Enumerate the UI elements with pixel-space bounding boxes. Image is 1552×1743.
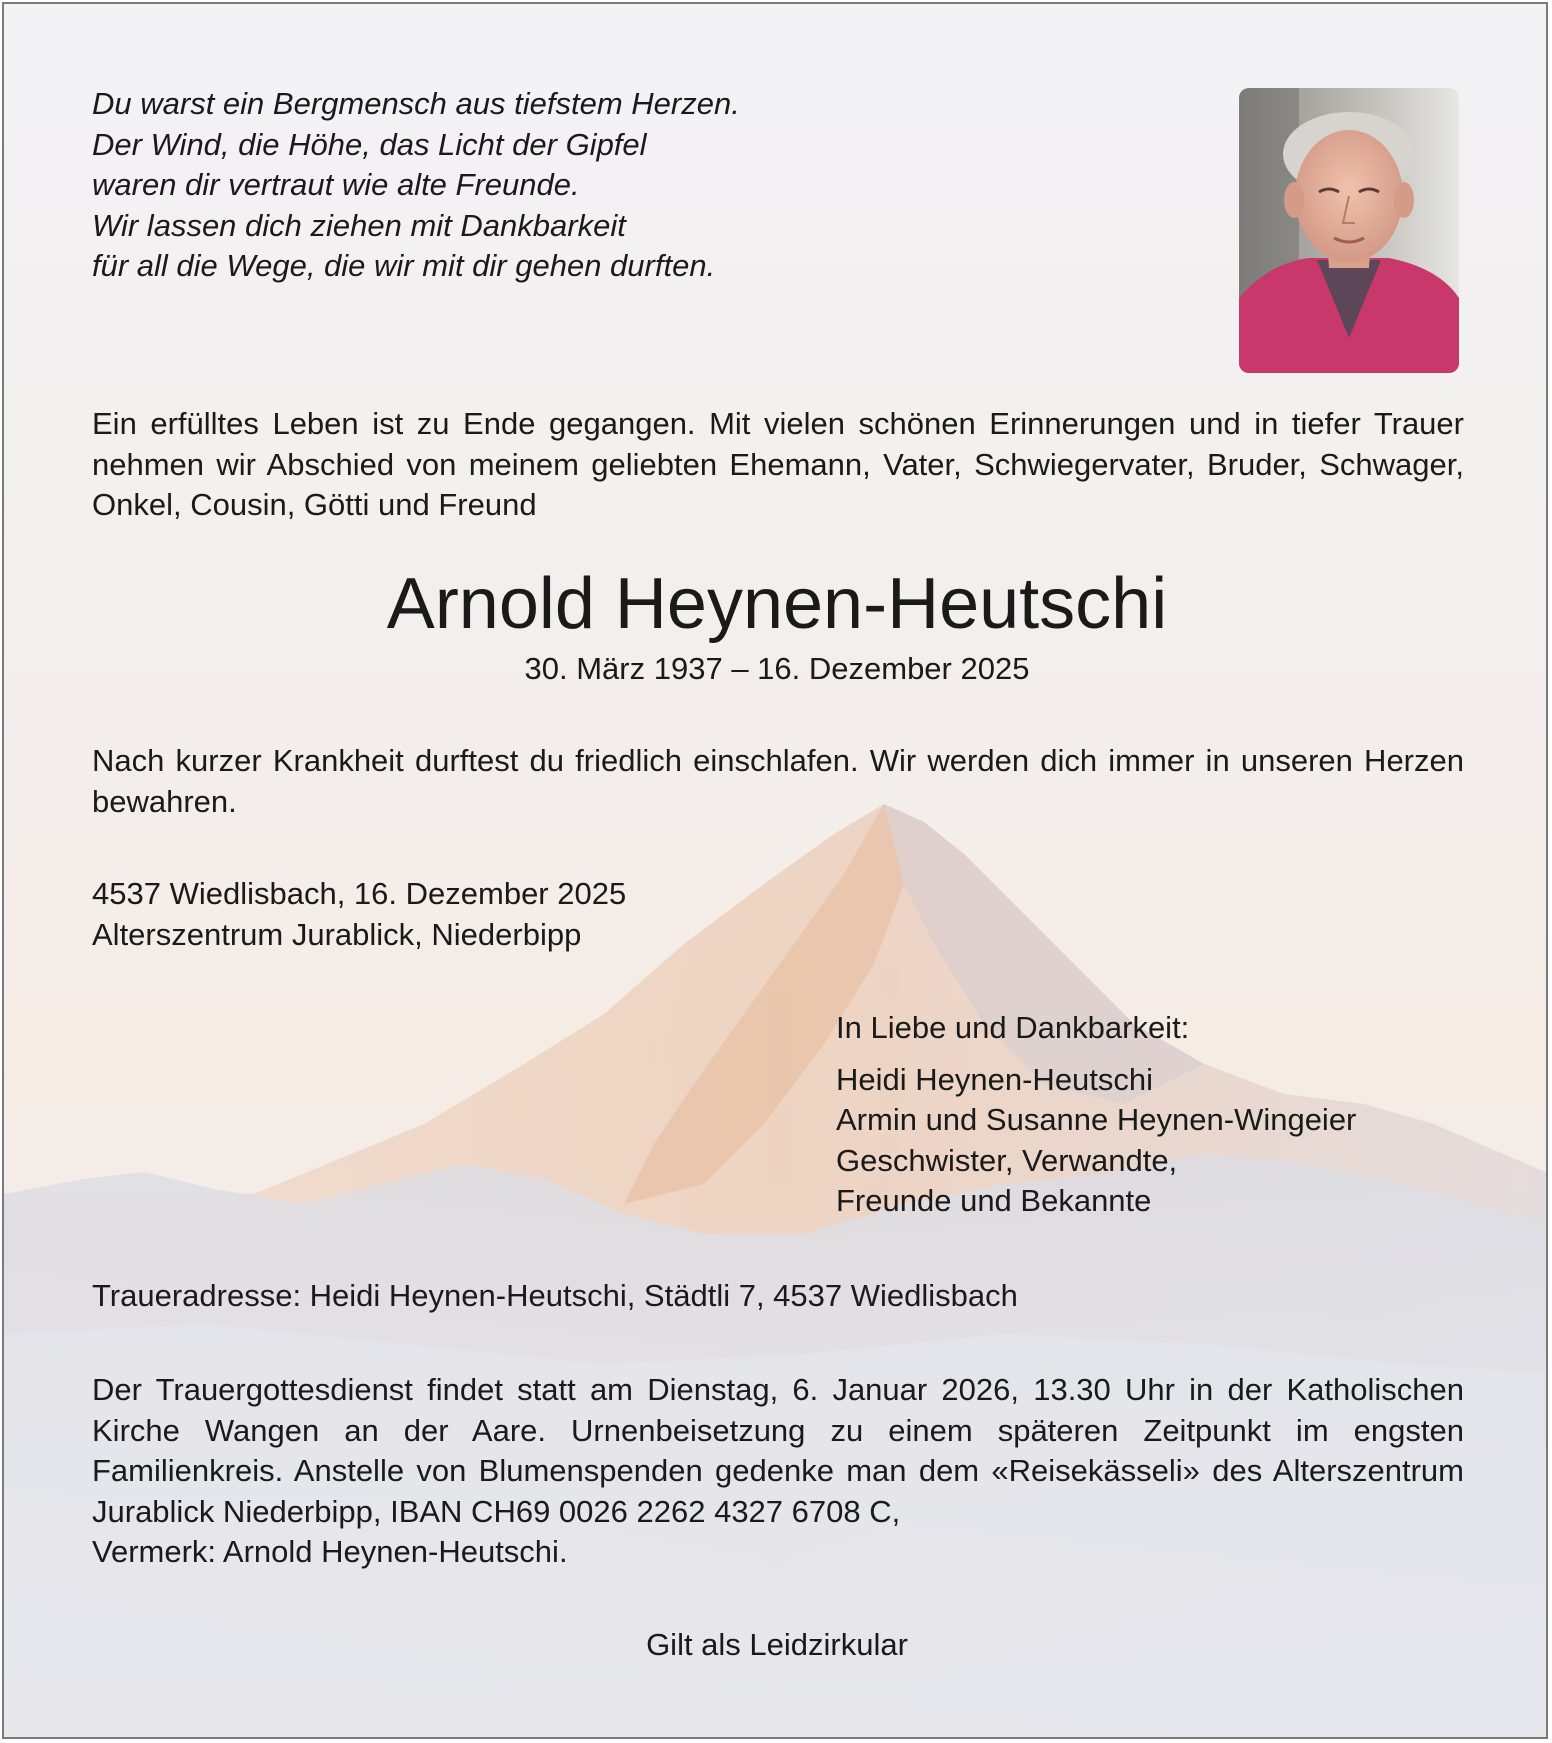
mourner-name: Armin und Susanne Heynen-Wingeier: [836, 1102, 1357, 1137]
mourner-name: Geschwister, Verwandte,: [836, 1142, 1178, 1178]
mourners-heading: In Liebe und Dankbarkeit:: [836, 1010, 1190, 1045]
portrait-photo: [1239, 88, 1459, 373]
poem-line: Wir lassen dich ziehen mit Dankbarkeit: [92, 207, 626, 243]
mourners-list: [836, 1008, 1356, 1222]
mourning-address: Traueradresse: Heidi Heynen-Heutschi, Städtli 7, 4537 Wiedlisbach: [92, 1278, 1018, 1313]
poem: [92, 84, 1192, 287]
portrait-icon: [1239, 88, 1459, 373]
poem-line: für all die Wege, die wir mit dir gehen durften.: [92, 248, 716, 283]
intro-text: Ein erfülltes Leben ist zu Ende gegangen. Mit vielen schönen Erinnerungen und in tiefer Trauer nehmen wir Abschied von meinem geliebten Ehemann, Vater, Schwiegervater, Bruder, Schwager, Onkel, Cousin, Götti und Freund: [92, 406, 1464, 522]
life-dates: 30. März 1937 – 16. Dezember 2025: [524, 651, 1030, 686]
poem-line: Du warst ein Bergmensch aus tiefstem Herzen.: [92, 86, 740, 121]
deceased-name: Arnold Heynen-Heutschi: [386, 564, 1168, 644]
poem-line: waren dir vertraut wie alte Freunde.: [92, 167, 580, 202]
service-reference: Vermerk: Arnold Heynen-Heutschi.: [92, 1534, 568, 1569]
mourner-name: Heidi Heynen-Heutschi: [836, 1061, 1154, 1097]
poem-line: Der Wind, die Höhe, das Licht der Gipfel: [92, 126, 647, 162]
place-date: [92, 874, 626, 955]
mourner-name: Freunde und Bekannte: [836, 1183, 1152, 1218]
place-date-line: 4537 Wiedlisbach, 16. Dezember 2025: [92, 876, 627, 911]
obituary-card: [2, 2, 1548, 1739]
place-institution-line: Alterszentrum Jurablick, Niederbipp: [92, 916, 582, 952]
farewell-text: Nach kurzer Krankheit durftest du friedlich einschlafen. Wir werden dich immer in unseren Herzen bewahren.: [92, 743, 1464, 819]
service-text: Der Trauergottesdienst findet statt am Dienstag, 6. Januar 2026, 13.30 Uhr in der Katholischen Kirche Wangen an der Aare. Urnenbeisetzung zu einem späteren Zeitpunkt im engsten Familienkreis. Anstelle von Blumenspenden gedenke man dem «Reisekässeli» des Alterszentrum Jurablick Niederbipp, IBAN CH69 0026 2262 4327 6708 C,: [92, 1372, 1464, 1529]
service-info: [92, 1370, 1464, 1573]
footer-note: Gilt als Leidzirkular: [646, 1627, 908, 1662]
content: [4, 4, 1548, 1739]
